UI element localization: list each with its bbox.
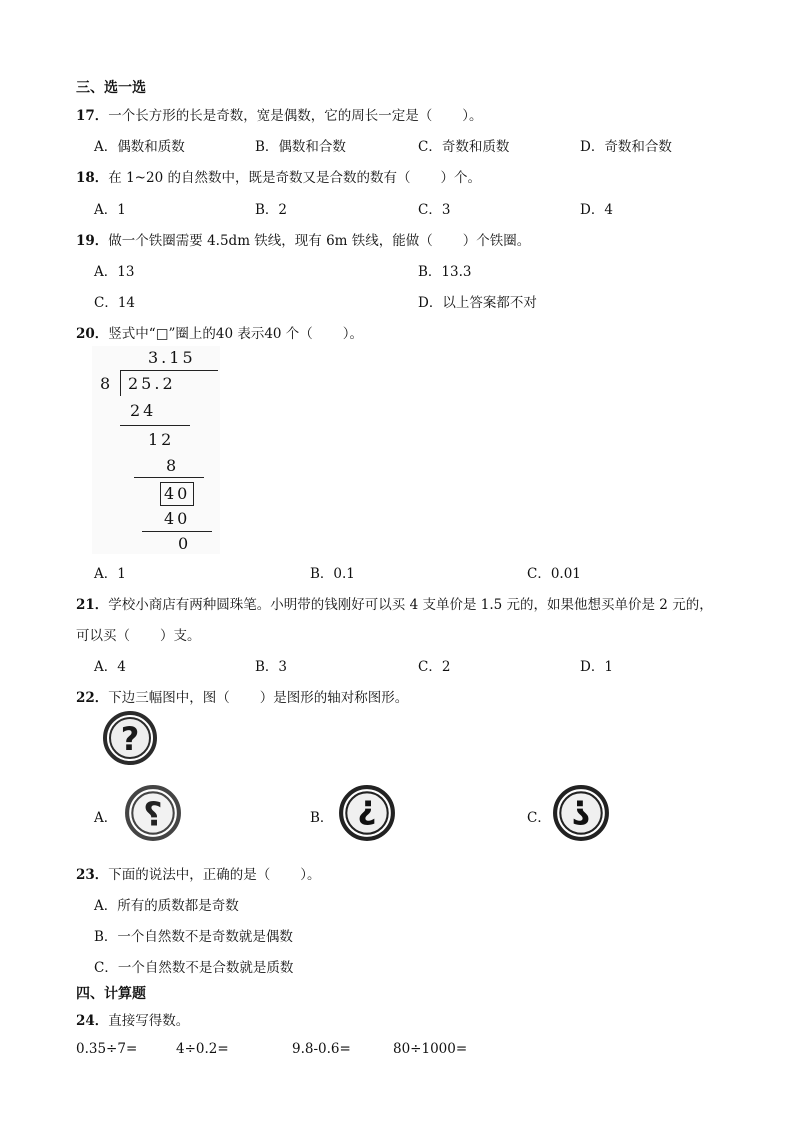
section-title: 四、计算题 (76, 986, 146, 1002)
division-quotient: 3.15 (148, 348, 196, 367)
svg-text:?: ? (120, 720, 140, 758)
calc-item[interactable]: 0.35÷7= (76, 1041, 138, 1057)
section-title: 三、选一选 (76, 80, 146, 96)
option-d[interactable]: D．1 (580, 659, 613, 675)
long-division-figure (92, 346, 220, 554)
calc-item[interactable]: 80÷1000= (393, 1041, 468, 1057)
option-c[interactable]: C．2 (418, 659, 451, 675)
question-22 (76, 686, 408, 706)
question-19 (76, 229, 530, 249)
rotated-question-mark-icon[interactable] (552, 784, 610, 842)
question-number: 23． (76, 867, 109, 883)
option-b-label[interactable]: B． (310, 810, 334, 826)
question-23 (76, 863, 321, 883)
flipped-question-mark-icon[interactable] (338, 784, 396, 842)
question-text: 在 1~20 的自然数中，既是奇数又是合数的数有（ (108, 170, 411, 186)
question-text: 一个长方形的长是奇数，宽是偶数，它的周长一定是（ (108, 108, 433, 124)
question-text: 做一个铁圈需要 4.5dm 铁线，现有 6m 铁线，能做（ (108, 233, 433, 249)
division-divisor: 8 (100, 374, 114, 393)
question-number: 19． (76, 233, 109, 249)
option-c[interactable]: C．0.01 (527, 566, 581, 582)
option-b[interactable]: B．2 (255, 202, 288, 218)
question-text: 下面的说法中，正确的是（ (108, 867, 271, 883)
svg-text:?: ? (357, 792, 377, 832)
mirrored-question-mark-icon[interactable] (124, 784, 182, 842)
question-text: 竖式中“□”圈上的40 表示40 个（ (108, 326, 313, 342)
svg-text:?: ? (143, 794, 163, 834)
question-number: 17． (76, 108, 109, 124)
option-a-label[interactable]: A． (94, 810, 118, 826)
division-dividend: 25.2 (128, 374, 176, 393)
option-d[interactable]: D．奇数和合数 (580, 139, 672, 155)
option-c[interactable]: C．14 (94, 295, 136, 311)
option-a[interactable]: A．偶数和质数 (94, 139, 185, 155)
question-number: 24． (76, 1013, 109, 1029)
option-a[interactable]: A．4 (94, 659, 126, 675)
division-step: 12 (148, 430, 175, 449)
question-tail: ）个铁圈。 (462, 233, 531, 249)
question-text: 学校小商店有两种圆珠笔。小明带的钱刚好可以买 4 支单价是 1.5 元的，如果他想买单价是 2 元的， (108, 597, 713, 613)
option-c[interactable]: C．3 (418, 202, 451, 218)
calc-item[interactable]: 4÷0.2= (176, 1041, 229, 1057)
question-tail: ）是图形的轴对称图形。 (259, 690, 409, 706)
question-text: 可以买（ (76, 628, 130, 644)
division-step: 40 (164, 509, 191, 528)
option-a[interactable]: A．1 (94, 566, 126, 582)
option-b[interactable]: B．13.3 (418, 264, 472, 280)
option-d[interactable]: D．以上答案都不对 (418, 295, 537, 311)
question-18 (76, 166, 481, 186)
division-step: 8 (166, 456, 180, 475)
option-a[interactable]: A．1 (94, 202, 126, 218)
option-b[interactable]: B．0.1 (310, 566, 355, 582)
question-number: 21． (76, 597, 109, 613)
svg-text:?: ? (571, 792, 591, 832)
question-tail: ）个。 (440, 170, 481, 186)
question-tail: ）。 (300, 867, 321, 883)
option-a[interactable]: A．13 (94, 264, 135, 280)
option-a[interactable]: A．所有的质数都是奇数 (94, 898, 239, 914)
question-21-line2 (76, 624, 201, 644)
calc-item[interactable]: 9.8-0.6= (292, 1041, 351, 1057)
question-21 (76, 593, 713, 613)
question-tail: ）支。 (160, 628, 201, 644)
option-b[interactable]: B．3 (255, 659, 288, 675)
division-step-boxed: 40 (164, 484, 191, 503)
question-20 (76, 322, 363, 342)
question-number: 22． (76, 690, 109, 706)
option-b[interactable]: B．一个自然数不是奇数就是偶数 (94, 929, 293, 945)
option-c-label[interactable]: C． (527, 810, 551, 826)
question-tail: ）。 (342, 326, 364, 342)
question-number: 20． (76, 326, 109, 342)
question-mark-icon (102, 710, 158, 766)
option-c[interactable]: C．一个自然数不是合数就是质数 (94, 960, 294, 976)
option-b[interactable]: B．偶数和合数 (255, 139, 346, 155)
division-step: 0 (178, 534, 192, 553)
question-tail: ）。 (462, 108, 483, 124)
question-24 (76, 1009, 189, 1029)
question-17 (76, 104, 483, 124)
question-number: 18． (76, 170, 109, 186)
question-text: 直接写得数。 (108, 1013, 190, 1029)
question-text: 下边三幅图中，图（ (108, 690, 230, 706)
option-d[interactable]: D．4 (580, 202, 613, 218)
division-step: 24 (130, 401, 157, 420)
option-c[interactable]: C．奇数和质数 (418, 139, 510, 155)
